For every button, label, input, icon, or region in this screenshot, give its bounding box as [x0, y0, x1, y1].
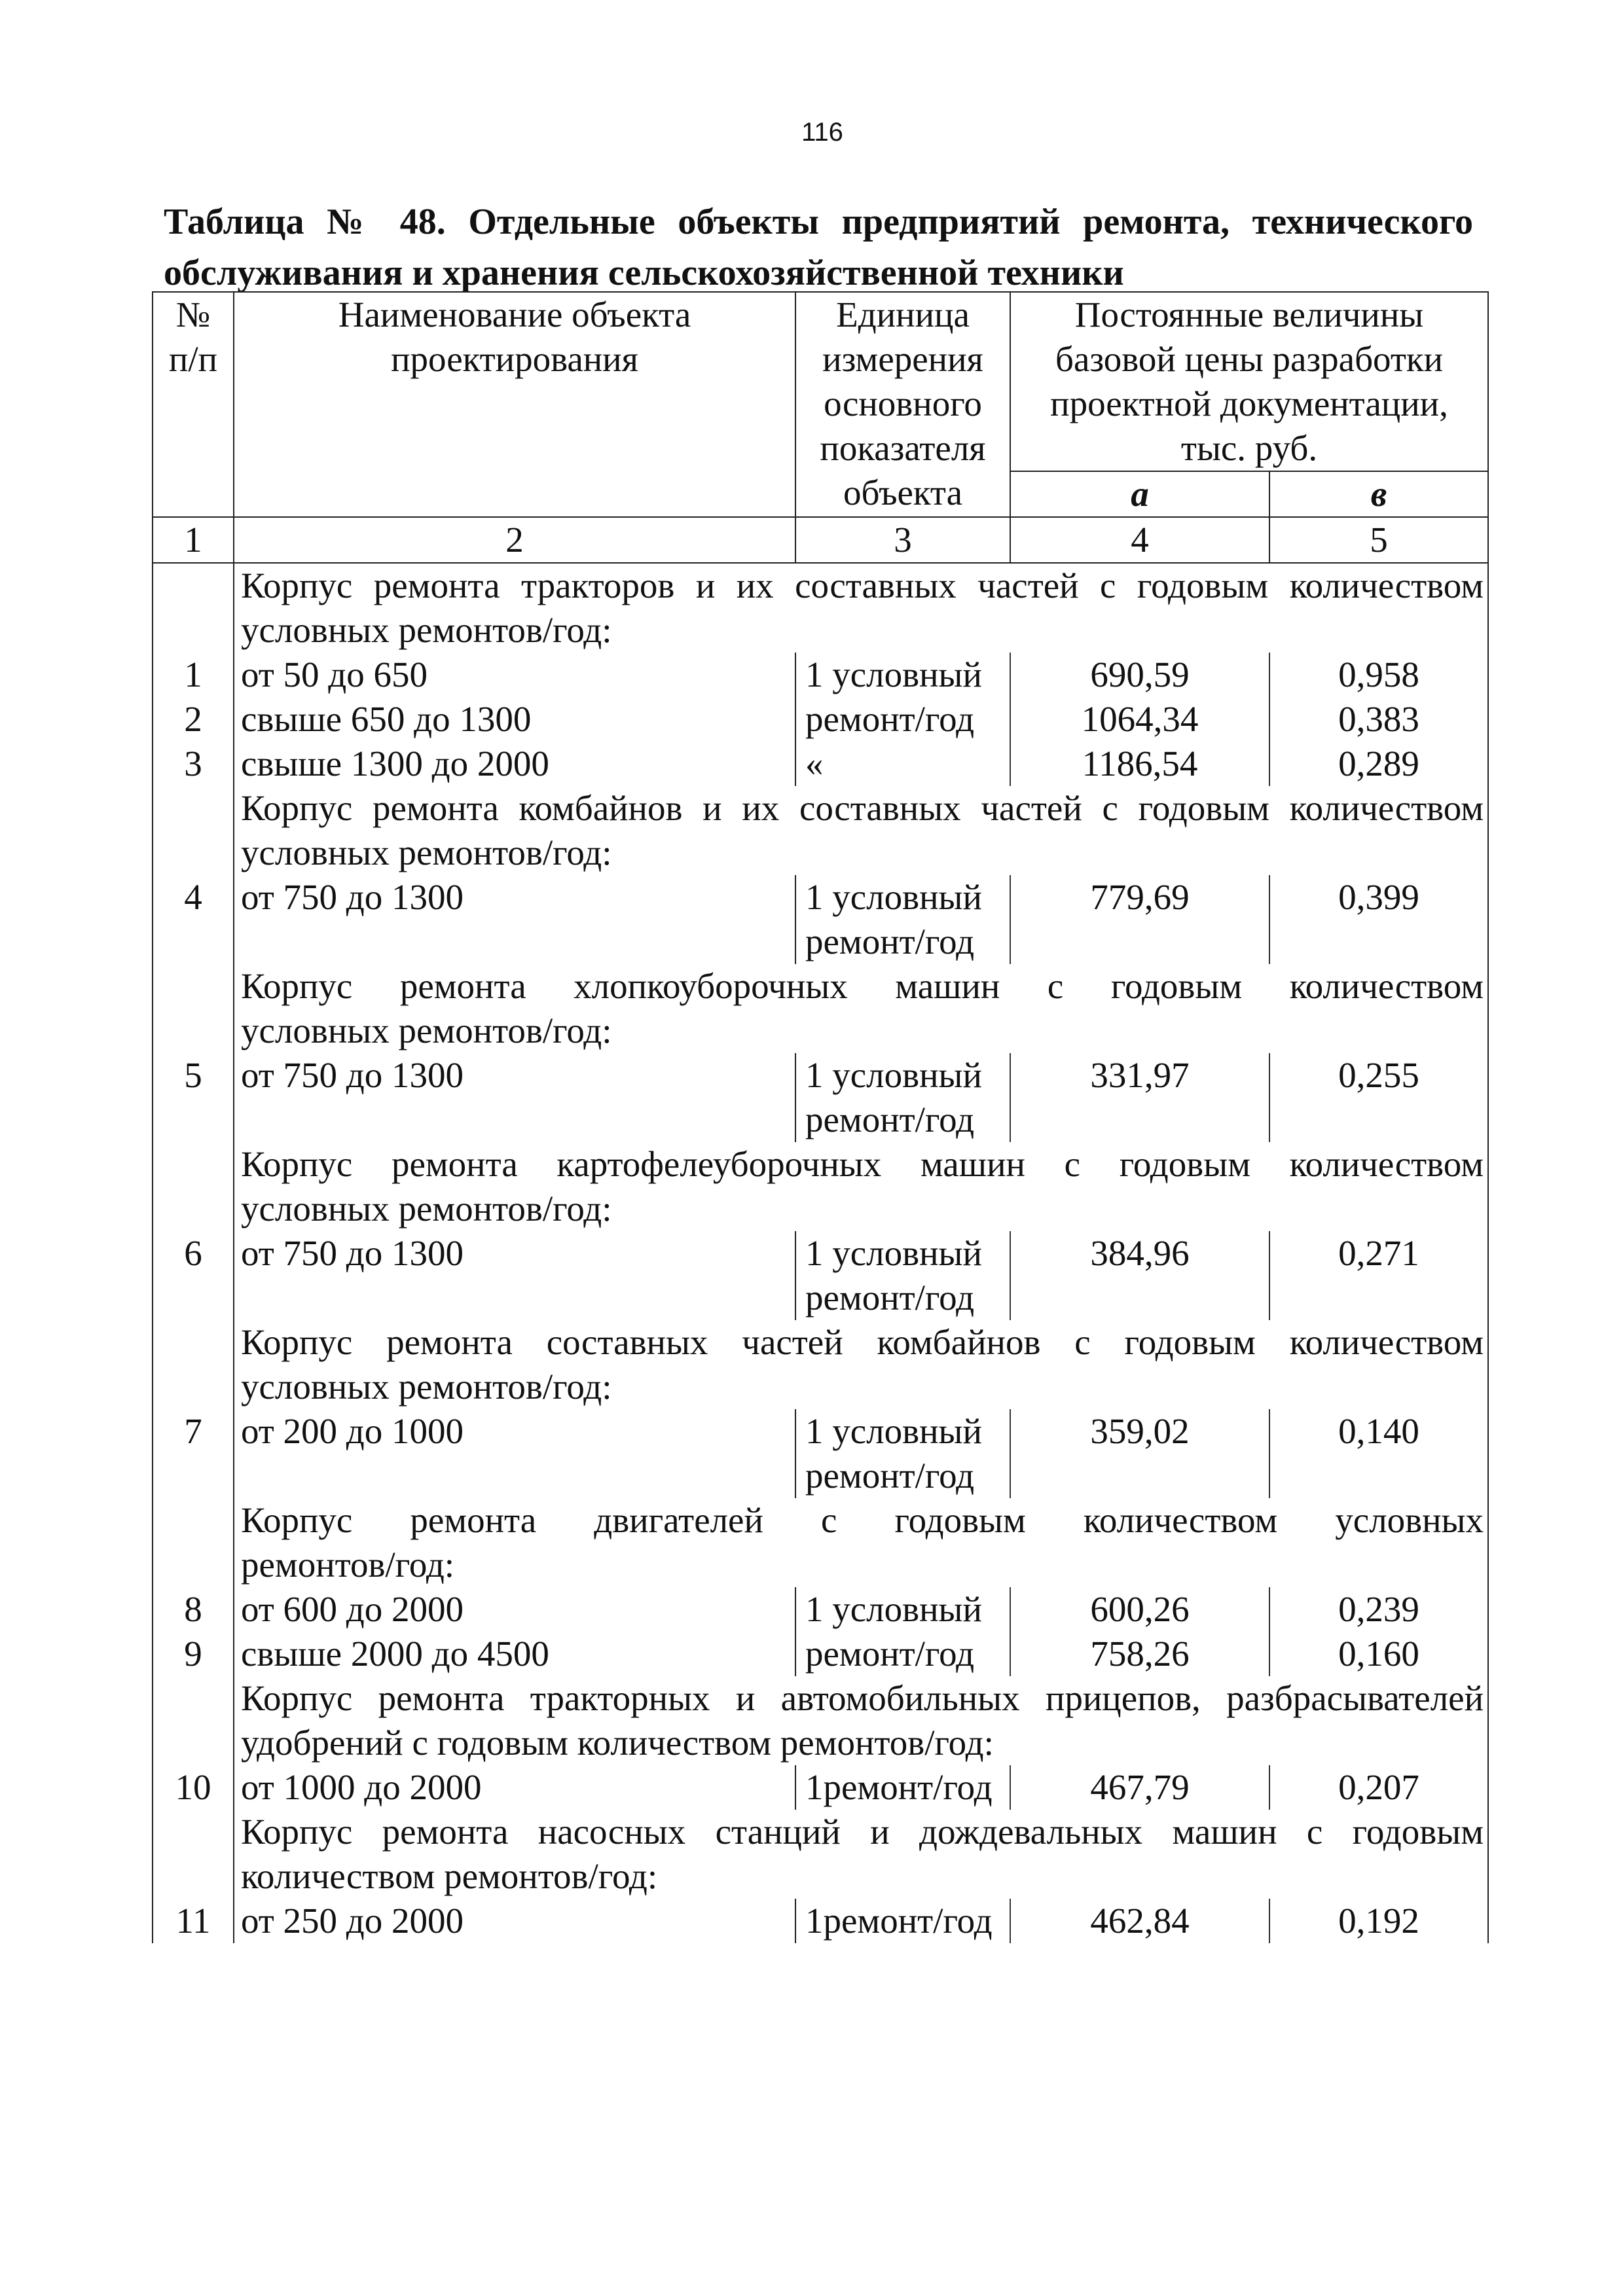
- row-number: 2: [153, 697, 234, 742]
- row-number: 5: [153, 1053, 234, 1098]
- row-number: 9: [153, 1632, 234, 1676]
- row-number-empty: [153, 1543, 234, 1587]
- group-title-end: условных ремонтов/год:: [234, 1009, 1488, 1053]
- row-number-empty: [153, 1498, 234, 1543]
- row-range: [234, 920, 795, 964]
- group-title-end: условных ремонтов/год:: [234, 608, 1488, 653]
- table-row: [153, 1053, 1488, 1098]
- table-row: [153, 1409, 1488, 1454]
- row-number-empty: [153, 1009, 234, 1053]
- row-value-b: [1269, 920, 1488, 964]
- row-range: от 50 до 650: [234, 653, 795, 697]
- group-title-row: [153, 1142, 1488, 1187]
- row-range: от 200 до 1000: [234, 1409, 795, 1454]
- row-unit: 1ремонт/год: [795, 1899, 1010, 1943]
- row-value-b: 0,255: [1269, 1053, 1488, 1098]
- group-title-end: количеством ремонтов/год:: [234, 1854, 1488, 1899]
- row-value-a: [1010, 1098, 1269, 1142]
- group-title-end-row: [153, 1187, 1488, 1231]
- row-range: [234, 1454, 795, 1498]
- group-title-end-row: [153, 1543, 1488, 1587]
- row-number-empty: [153, 1810, 234, 1854]
- table-row: [153, 653, 1488, 697]
- group-title-row: [153, 563, 1488, 608]
- row-unit: 1 условный: [795, 1053, 1010, 1098]
- row-value-b: 0,192: [1269, 1899, 1488, 1943]
- row-unit: ремонт/год: [795, 1098, 1010, 1142]
- row-value-a: 1064,34: [1010, 697, 1269, 742]
- row-value-b: [1269, 1276, 1488, 1320]
- row-unit: 1 условный: [795, 1409, 1010, 1454]
- row-number-empty: [153, 1365, 234, 1409]
- group-title-row: [153, 1676, 1488, 1721]
- row-value-a: [1010, 1454, 1269, 1498]
- header-const: Постоянные величины базовой цены разработки проектной документации, тыс. руб.: [1010, 292, 1488, 471]
- row-number-empty: [153, 786, 234, 831]
- table-row: [153, 1899, 1488, 1943]
- row-value-a: 758,26: [1010, 1632, 1269, 1676]
- table-row: [153, 742, 1488, 786]
- row-value-a: 600,26: [1010, 1587, 1269, 1632]
- row-value-b: 0,399: [1269, 875, 1488, 920]
- row-unit: ремонт/год: [795, 1632, 1010, 1676]
- table-row: [153, 875, 1488, 920]
- table-row: [153, 1632, 1488, 1676]
- group-title-end: ремонтов/год:: [234, 1543, 1488, 1587]
- row-unit: ремонт/год: [795, 920, 1010, 964]
- row-range: свыше 650 до 1300: [234, 697, 795, 742]
- row-number-empty: [153, 1320, 234, 1365]
- group-title: Корпус ремонта двигателей с годовым количеством условных: [234, 1498, 1488, 1543]
- group-title-end-row: [153, 1365, 1488, 1409]
- row-unit: ремонт/год: [795, 697, 1010, 742]
- group-title-row: [153, 1320, 1488, 1365]
- group-title-row: [153, 964, 1488, 1009]
- header-sub-a: а: [1010, 471, 1269, 517]
- group-title-row: [153, 1810, 1488, 1854]
- group-title-end: условных ремонтов/год:: [234, 831, 1488, 875]
- table-row: [153, 1587, 1488, 1632]
- row-value-b: [1269, 1454, 1488, 1498]
- header-name: Наименование объекта проектирования: [234, 292, 795, 517]
- col-number: 1: [153, 517, 234, 563]
- page-number: 116: [801, 118, 843, 147]
- group-title-end-row: [153, 608, 1488, 653]
- header-row: [153, 292, 1488, 471]
- row-value-a: 331,97: [1010, 1053, 1269, 1098]
- row-value-a: 1186,54: [1010, 742, 1269, 786]
- row-number-empty: [153, 831, 234, 875]
- header-num: № п/п: [153, 292, 234, 517]
- row-value-b: 0,140: [1269, 1409, 1488, 1454]
- group-title: Корпус ремонта картофелеуборочных машин с годовым количеством: [234, 1142, 1488, 1187]
- group-title-end: удобрений с годовым количеством ремонтов/год:: [234, 1721, 1488, 1765]
- row-value-a: 359,02: [1010, 1409, 1269, 1454]
- row-range: [234, 1276, 795, 1320]
- row-number: [153, 1276, 234, 1320]
- row-number: 6: [153, 1231, 234, 1276]
- header-sub-b: в: [1269, 471, 1488, 517]
- table-row: [153, 1765, 1488, 1810]
- group-title-end-row: [153, 1854, 1488, 1899]
- group-title-end-row: [153, 1009, 1488, 1053]
- table-title-line-2: обслуживания и хранения сельскохозяйственной техники: [164, 253, 1124, 293]
- table-row: [153, 697, 1488, 742]
- row-value-b: [1269, 1098, 1488, 1142]
- row-value-a: 690,59: [1010, 653, 1269, 697]
- row-range: свыше 2000 до 4500: [234, 1632, 795, 1676]
- header-unit: Единица измерения основного показателя объекта: [795, 292, 1010, 517]
- row-number: 11: [153, 1899, 234, 1943]
- row-range: от 750 до 1300: [234, 1053, 795, 1098]
- row-number: 3: [153, 742, 234, 786]
- row-range: от 1000 до 2000: [234, 1765, 795, 1810]
- row-number: 8: [153, 1587, 234, 1632]
- row-range: от 750 до 1300: [234, 875, 795, 920]
- row-number: [153, 1454, 234, 1498]
- table-row: [153, 1276, 1488, 1320]
- row-number-empty: [153, 1676, 234, 1721]
- group-title-row: [153, 786, 1488, 831]
- group-title-end: условных ремонтов/год:: [234, 1365, 1488, 1409]
- row-number: 10: [153, 1765, 234, 1810]
- group-title-end-row: [153, 831, 1488, 875]
- row-number-empty: [153, 608, 234, 653]
- row-number-empty: [153, 1854, 234, 1899]
- row-value-a: 384,96: [1010, 1231, 1269, 1276]
- group-title: Корпус ремонта насосных станций и дождевальных машин с годовым: [234, 1810, 1488, 1854]
- row-value-a: 779,69: [1010, 875, 1269, 920]
- row-unit: 1 условный: [795, 1231, 1010, 1276]
- row-unit: 1 условный: [795, 1587, 1010, 1632]
- row-unit: ремонт/год: [795, 1454, 1010, 1498]
- row-number-empty: [153, 1187, 234, 1231]
- group-title-end-row: [153, 1721, 1488, 1765]
- row-value-b: 0,958: [1269, 653, 1488, 697]
- col-number: 3: [795, 517, 1010, 563]
- row-unit: 1ремонт/год: [795, 1765, 1010, 1810]
- table-row: [153, 1454, 1488, 1498]
- row-range: [234, 1098, 795, 1142]
- col-number: 4: [1010, 517, 1269, 563]
- row-unit: 1 условный: [795, 653, 1010, 697]
- table-row: [153, 1098, 1488, 1142]
- table-row: [153, 920, 1488, 964]
- row-number: 7: [153, 1409, 234, 1454]
- group-title: Корпус ремонта комбайнов и их составных частей с годовым количеством: [234, 786, 1488, 831]
- row-value-a: [1010, 920, 1269, 964]
- table-title-line-1: Таблица № 48. Отдельные объекты предприятий ремонта, технического: [164, 202, 1473, 242]
- col-number: 5: [1269, 517, 1488, 563]
- row-value-b: 0,383: [1269, 697, 1488, 742]
- row-number: [153, 920, 234, 964]
- row-number-empty: [153, 563, 234, 608]
- group-title-row: [153, 1498, 1488, 1543]
- row-value-b: 0,160: [1269, 1632, 1488, 1676]
- group-title: Корпус ремонта составных частей комбайнов с годовым количеством: [234, 1320, 1488, 1365]
- table-row: [153, 1231, 1488, 1276]
- row-unit: ремонт/год: [795, 1276, 1010, 1320]
- row-number: [153, 1098, 234, 1142]
- row-range: от 600 до 2000: [234, 1587, 795, 1632]
- row-value-b: 0,207: [1269, 1765, 1488, 1810]
- group-title: Корпус ремонта тракторов и их составных частей с годовым количеством: [234, 563, 1488, 608]
- group-title: Корпус ремонта хлопкоуборочных машин с годовым количеством: [234, 964, 1488, 1009]
- row-range: от 250 до 2000: [234, 1899, 795, 1943]
- row-value-a: [1010, 1276, 1269, 1320]
- row-range: от 750 до 1300: [234, 1231, 795, 1276]
- row-value-a: 462,84: [1010, 1899, 1269, 1943]
- row-value-a: 467,79: [1010, 1765, 1269, 1810]
- table-title: [164, 196, 1473, 298]
- group-title-end: условных ремонтов/год:: [234, 1187, 1488, 1231]
- row-number-empty: [153, 1721, 234, 1765]
- col-number: 2: [234, 517, 795, 563]
- group-title: Корпус ремонта тракторных и автомобильных прицепов, разбрасывателей: [234, 1676, 1488, 1721]
- row-number: 1: [153, 653, 234, 697]
- row-value-b: 0,239: [1269, 1587, 1488, 1632]
- data-table: [152, 291, 1489, 1943]
- row-value-b: 0,271: [1269, 1231, 1488, 1276]
- row-number-empty: [153, 1142, 234, 1187]
- row-unit: «: [795, 742, 1010, 786]
- row-number-empty: [153, 964, 234, 1009]
- row-number: 4: [153, 875, 234, 920]
- row-value-b: 0,289: [1269, 742, 1488, 786]
- column-number-row: [153, 517, 1488, 563]
- row-range: свыше 1300 до 2000: [234, 742, 795, 786]
- row-unit: 1 условный: [795, 875, 1010, 920]
